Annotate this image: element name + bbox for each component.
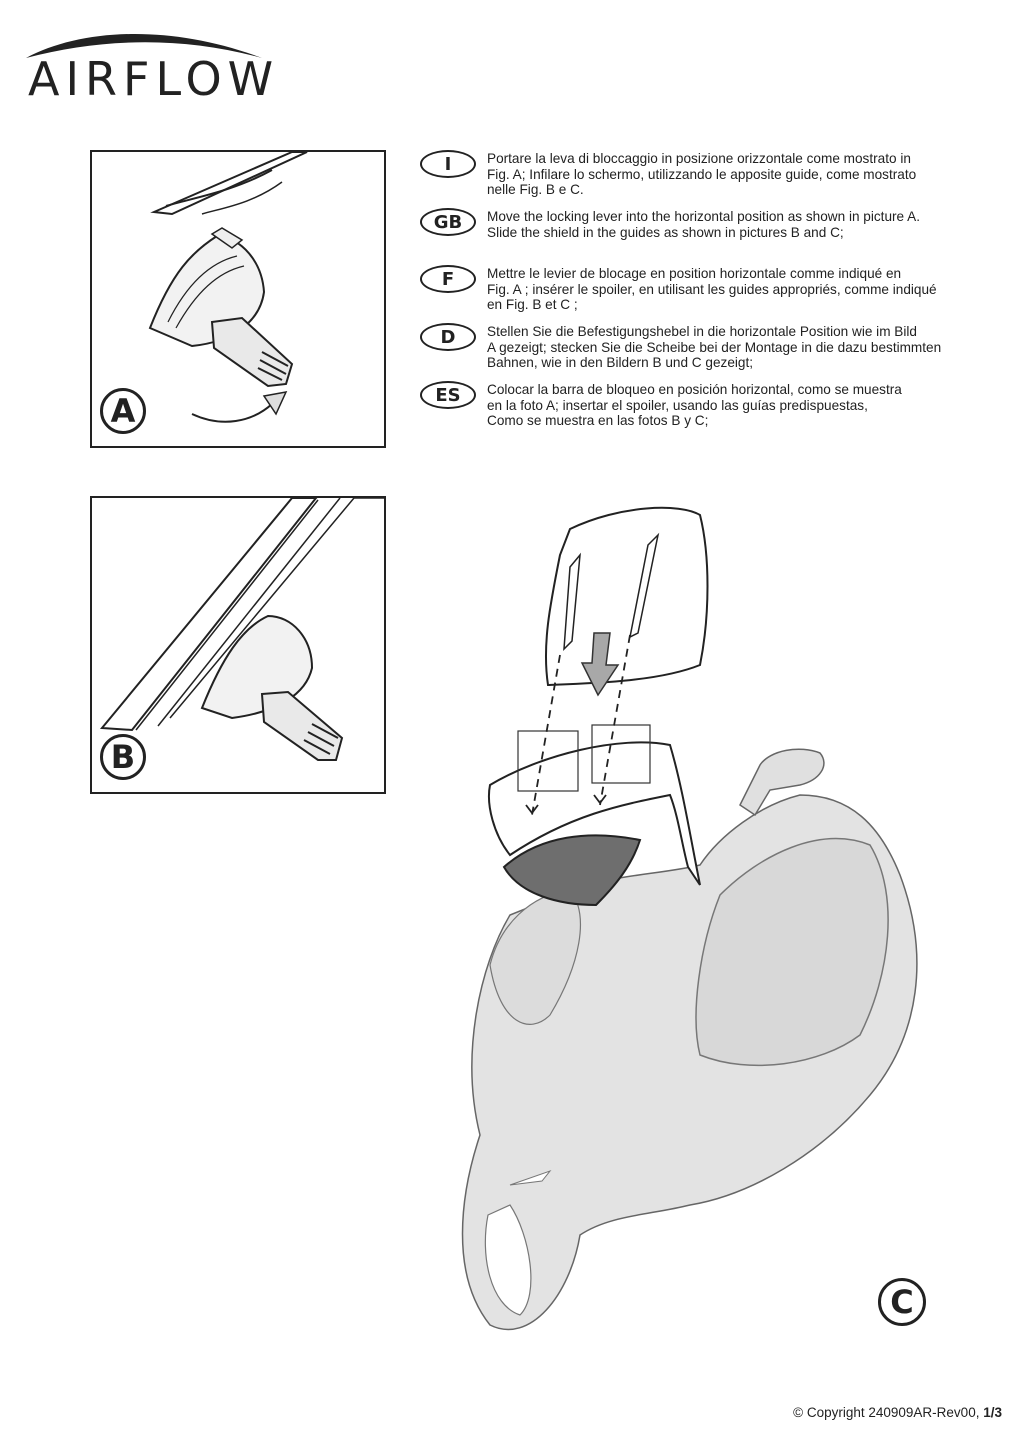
- instruction-text-fr: Mettre le levier de blocage en position horizontale comme indiqué en Fig. A ; insérer le spoiler, en utilisant les guides appropriés, comme indiqué en Fig. B et C ;: [487, 266, 937, 312]
- copyright-text: © Copyright 240909AR-Rev00,: [793, 1405, 984, 1420]
- page-number: 1/3: [983, 1405, 1002, 1420]
- instruction-text-es: Colocar la barra de bloqueo en posición horizontal, como se muestra en la foto A; insertar el spoiler, usando las guías predispuestas, Como se muestra en las fotos B y C;: [487, 382, 902, 428]
- figure-b-letter: B: [100, 734, 146, 780]
- lang-badge-fr: F: [420, 265, 476, 293]
- lang-badge-gb: GB: [420, 208, 476, 236]
- logo-text: AIRFLOW: [28, 52, 280, 106]
- lang-badge-de: D: [420, 323, 476, 351]
- lang-badge-it: I: [420, 150, 476, 178]
- airflow-logo: [22, 22, 282, 106]
- figure-c-illustration: [420, 495, 980, 1355]
- lang-badge-es: ES: [420, 381, 476, 409]
- instruction-text-gb: Move the locking lever into the horizontal position as shown in picture A. Slide the shield in the guides as shown in pictures B and C;: [487, 209, 920, 240]
- figure-c: [420, 495, 980, 1355]
- copyright-footer: [793, 1405, 1002, 1420]
- figure-c-letter: C: [878, 1278, 926, 1326]
- figure-a: [90, 150, 386, 448]
- instruction-text-it: Portare la leva di bloccaggio in posizione orizzontale come mostrato in Fig. A; Infilare lo schermo, utilizzando le apposite guide, come mostrato nelle Fig. B e C.: [487, 151, 917, 197]
- figure-a-letter: A: [100, 388, 146, 434]
- figure-b: [90, 496, 386, 794]
- instruction-text-de: Stellen Sie die Befestigungshebel in die horizontale Position wie im Bild A gezeigt; stecken Sie die Scheibe bei der Montage in die dazu bestimmten Bahnen, wie in den Bildern B und C gezeigt;: [487, 324, 942, 370]
